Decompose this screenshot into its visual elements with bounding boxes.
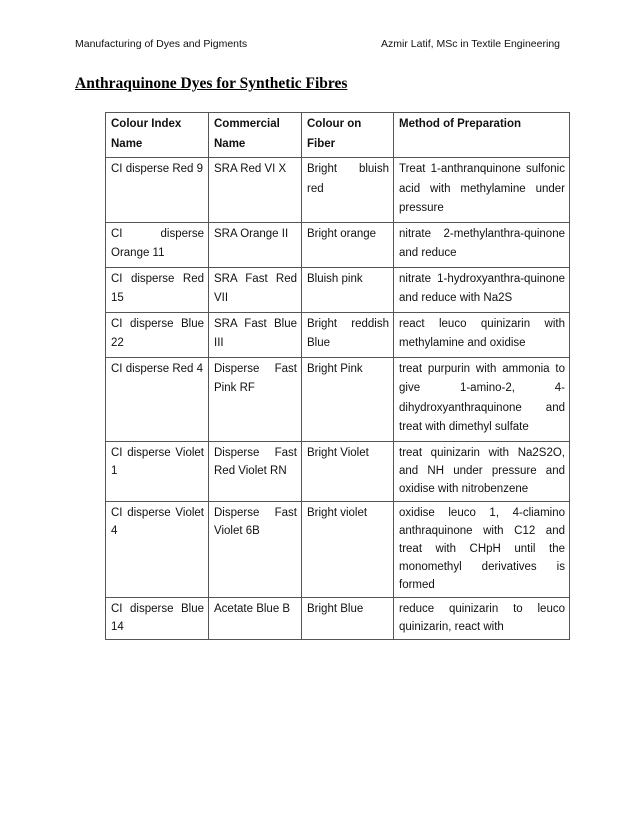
column-header: Commercial Name [209, 113, 302, 158]
header-right: Azmir Latif, MSc in Textile Engineering [381, 38, 560, 50]
table-cell: Disperse Fast Pink RF [209, 357, 302, 441]
column-header: Colour on Fiber [302, 113, 394, 158]
table-cell: Bright Violet [302, 441, 394, 501]
table-cell: Disperse Fast Red Violet RN [209, 441, 302, 501]
table-cell: SRA Fast Blue III [209, 312, 302, 357]
table-cell: nitrate 2-methylanthra-quinone and reduce [394, 222, 570, 267]
table-cell: Acetate Blue B [209, 597, 302, 639]
table-row [106, 597, 570, 639]
table-cell: Bright Pink [302, 357, 394, 441]
table-cell: Bright bluish red [302, 158, 394, 223]
table-cell: Bright reddish Blue [302, 312, 394, 357]
column-header: Method of Preparation [394, 113, 570, 158]
table-cell: CI disperse Blue 14 [106, 597, 209, 639]
table-cell: CI disperse Red 4 [106, 357, 209, 441]
table-cell: CI disperse Violet 1 [106, 441, 209, 501]
header-left: Manufacturing of Dyes and Pigments [75, 38, 248, 50]
table-cell: Bright Blue [302, 597, 394, 639]
table-row [106, 158, 570, 223]
table-cell: SRA Orange II [209, 222, 302, 267]
table-cell: Disperse Fast Violet 6B [209, 501, 302, 597]
table-row [106, 357, 570, 441]
table-header-row [106, 113, 570, 158]
table-cell: Bright orange [302, 222, 394, 267]
table-cell: SRA Fast Red VII [209, 267, 302, 312]
table-cell: CI disperse Red 9 [106, 158, 209, 223]
table-cell: react leuco quinizarin with methylamine and oxidise [394, 312, 570, 357]
table-row [106, 501, 570, 597]
table-cell: treat purpurin with ammonia to give 1-amino-2, 4-dihydroxyanthraquinone and treat with dimethyl sulfate [394, 357, 570, 441]
table-cell: CI disperse Orange 11 [106, 222, 209, 267]
table-cell: reduce quinizarin to leuco quinizarin, react with [394, 597, 570, 639]
dyes-table [105, 112, 570, 640]
table-row [106, 267, 570, 312]
table-cell: SRA Red VI X [209, 158, 302, 223]
table-cell: Bluish pink [302, 267, 394, 312]
table-cell: treat quinizarin with Na2S2O, and NH under pressure and oxidise with nitrobenzene [394, 441, 570, 501]
table-cell: Bright violet [302, 501, 394, 597]
page-title: Anthraquinone Dyes for Synthetic Fibres [75, 75, 348, 92]
table-cell: CI disperse Blue 22 [106, 312, 209, 357]
table-cell: oxidise leuco 1, 4-cliamino anthraquinone with C12 and treat with CHpH until the monomethyl derivatives is formed [394, 501, 570, 597]
table-cell: CI disperse Red 15 [106, 267, 209, 312]
table-row [106, 441, 570, 501]
table-cell: Treat 1-anthranquinone sulfonic acid with methylamine under pressure [394, 158, 570, 223]
column-header: Colour Index Name [106, 113, 209, 158]
table-cell: nitrate 1-hydroxyanthra-quinone and reduce with Na2S [394, 267, 570, 312]
table-row [106, 222, 570, 267]
table-cell: CI disperse Violet 4 [106, 501, 209, 597]
table-row [106, 312, 570, 357]
